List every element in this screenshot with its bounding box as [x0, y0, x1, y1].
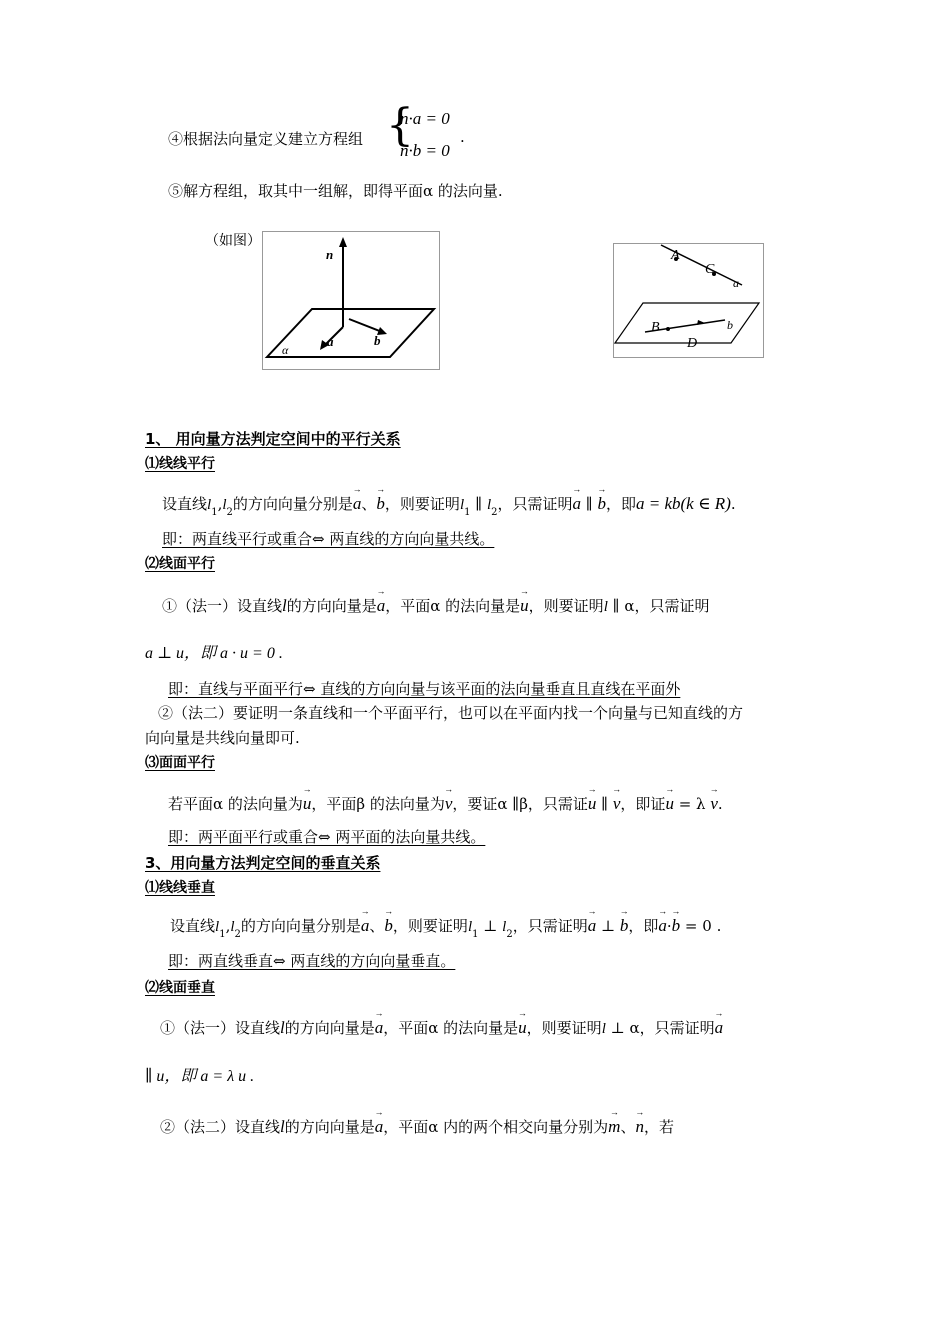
s2-conclusion: 即：直线与平面平行⇔ 直线的方向向量与该平面的法向量垂直且直线在平面外 [168, 680, 681, 698]
label-a: a [327, 334, 334, 349]
label-D: D [687, 336, 698, 351]
p2-method1-condition: ∥ u，即 a = λ u . [145, 1068, 255, 1085]
system-brace: { [386, 100, 414, 151]
label-a2: a [733, 276, 739, 290]
s2-method1: ①（法一）设直线l的方向向量是→ a，平面α 的法向量是→ u，则要证明l ∥ α，只需证明 [162, 592, 709, 616]
label-B: B [651, 320, 660, 335]
label-C: C [705, 262, 715, 277]
s2-title: ⑵线面平行 [145, 556, 215, 572]
equation-1: n·a = 0 [400, 109, 450, 128]
label-b: b [374, 333, 381, 348]
s2-method2-line2: 向向量是共线向量即可. [145, 729, 300, 747]
p1-conclusion: 即：两直线垂直⇔ 两直线的方向向量垂直。 [168, 952, 456, 970]
s1-statement: 设直线$l_1,l_2$的方向向量分别是→ a、→ b，则要证明$l_1$ ∥ $l_2$，只需证明→ a ∥ → b，即a = kb(k ∈ R). [162, 490, 736, 518]
section1-title: 1、 用向量方法判定空间中的平行关系 [145, 430, 401, 448]
section3-title: 3、用向量方法判定空间的垂直关系 [145, 854, 381, 872]
label-alpha: α [282, 343, 289, 357]
step4-period: . [460, 128, 465, 146]
figure-line-plane [613, 243, 764, 358]
p2-method1: ①（法一）设直线l的方向向量是→ a，平面α 的法向量是→ u，则要证明l ⊥ α，只需证明→ a [160, 1014, 723, 1038]
s3-statement: 若平面α 的法向量为→ u，平面β 的法向量为→ v，要证α ∥β，只需证→ u ∥ → v，即证→ u = λ → v. [168, 790, 723, 814]
p2-title: ⑵线面垂直 [145, 980, 215, 996]
s1-title: ⑴线线平行 [145, 456, 215, 472]
step5-text: ⑤解方程组，取其中一组解，即得平面α 的法向量. [168, 182, 503, 200]
p2-method2: ②（法二）设直线l的方向向量是→ a，平面α 内的两个相交向量分别为→ m、→ n，若 [160, 1113, 674, 1137]
s3-title: ⑶面面平行 [145, 755, 215, 771]
step4-text: ④根据法向量定义建立方程组 [168, 130, 364, 148]
figure-caption: （如图） [205, 233, 261, 249]
s2-method1-condition: a ⊥ u，即 a · u = 0 . [145, 645, 283, 662]
figure-normal-vector [262, 231, 440, 370]
s1-conclusion: 即：两直线平行或重合⇔ 两直线的方向向量共线。 [162, 530, 495, 548]
label-b2: b [727, 318, 733, 332]
equation-2: n·b = 0 [400, 141, 450, 160]
label-A: A [671, 248, 680, 263]
s2-method2-line1: ②（法二）要证明一条直线和一个平面平行，也可以在平面内找一个向量与已知直线的方 [158, 704, 744, 722]
s3-conclusion: 即：两平面平行或重合⇔ 两平面的法向量共线。 [168, 828, 486, 846]
p1-statement: 设直线$l_1,l_2$的方向向量分别是→ a、→ b，则要证明$l_1$ ⊥ $l_2$，只需证明→ a ⊥ → b，即→ a·→ b = 0 . [170, 912, 721, 940]
p1-title: ⑴线线垂直 [145, 880, 215, 896]
label-n: n [326, 247, 334, 262]
